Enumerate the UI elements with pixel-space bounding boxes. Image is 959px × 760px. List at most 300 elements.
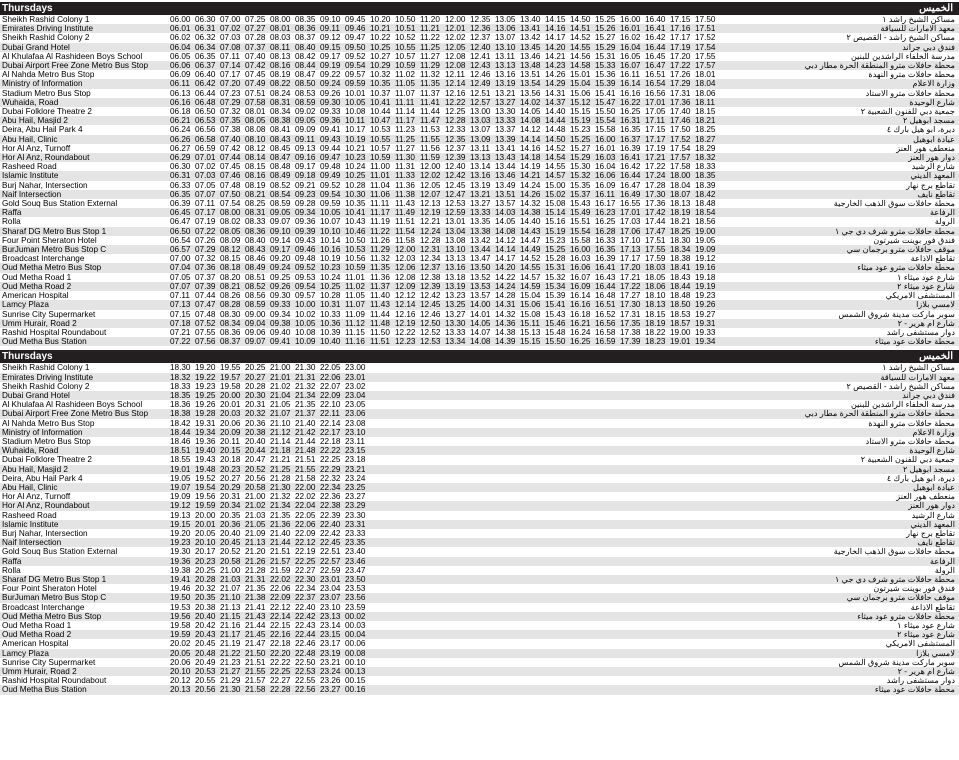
departure-time: 21.58 [295,473,316,483]
stop-name-arabic: محطة حافلات مترو الاستاد [865,436,955,446]
departure-time: 21.13 [220,602,241,612]
stop-name-arabic: محطة حافلات سوق الذهب الخارجية [833,199,955,209]
departure-time: 20.34 [220,501,245,510]
departure-time: 09.36 [320,116,345,125]
departure-time: 15.15 [520,337,545,346]
departure-time: 22.06 [320,373,345,382]
departure-time: 17.50 [695,15,716,24]
departure-time: 08.21 [220,282,245,291]
departure-time: 19.41 [170,575,195,584]
stop-name: Dubai Airport Free Zone Metro Bus Stop [0,61,170,70]
departure-time: 17.20 [670,51,691,61]
departure-time: 16.41 [645,24,670,33]
departure-time: 06.45 [170,208,195,217]
departure-time: 15.06 [520,300,545,309]
departure-time: 17.19 [670,43,695,52]
departure-time: 06.50 [170,227,195,236]
departure-time: 19.07 [170,483,195,492]
departure-time: 11.51 [395,217,415,227]
departure-time: 20.35 [195,593,220,602]
stop-name-arabic: دوار هور العنز [370,501,959,510]
departure-time: 12.52 [420,327,441,337]
departure-time: 08.47 [295,70,316,80]
departure-time: 22.42 [320,528,341,538]
stop-name: Burj Nahar, Intersection [2,180,88,190]
departure-time: 11.31 [395,162,415,172]
table-row [0,603,959,612]
departure-time: 20.47 [245,455,266,465]
departure-time: 12.22 [445,98,470,107]
departure-time: 23.02 [345,381,366,391]
departure-time: 12.19 [420,208,445,217]
departure-time: 21.27 [220,667,245,676]
departure-time: 07.07 [195,190,220,199]
departure-time: 08.35 [295,15,316,24]
departure-time: 16.01 [620,24,645,33]
departure-time: 22.25 [270,667,295,676]
departure-time: 19.59 [195,501,220,510]
stop-name-arabic: محطة حافلات سوق الذهب الخارجية [833,547,955,557]
departure-time: 13.11 [495,51,515,61]
departure-time: 15.14 [545,208,570,217]
departure-time: 19.01 [170,465,195,474]
departure-time: 12.47 [445,190,470,199]
departure-time: 07.02 [220,24,245,33]
departure-time: 10.10 [320,227,345,236]
departure-time: 10.41 [370,98,395,107]
departure-time: 06.18 [170,107,191,117]
stop-name: Four Point Sheraton Hotel [2,235,97,245]
departure-time: 15.30 [570,162,591,172]
departure-time: 06.56 [195,125,216,135]
departure-time: 13.13 [495,61,520,70]
departure-time: 20.12 [170,676,191,686]
table-row [0,43,959,52]
departure-time: 19.34 [695,337,720,346]
departure-time: 07.44 [195,291,216,301]
departure-time: 22.32 [320,473,341,483]
departure-time: 17.42 [645,208,670,217]
departure-time: 10.07 [320,217,341,227]
departure-time: 14.52 [520,254,541,264]
departure-time: 11.07 [345,300,370,309]
stop-name-arabic: مدرسة الخلفاء الراشدين للبنين [850,400,955,410]
departure-time: 18.30 [170,363,191,373]
departure-time: 23.10 [345,428,370,437]
departure-time: 23.06 [345,409,370,418]
departure-time: 23.47 [345,565,366,575]
departure-time: 14.28 [495,291,516,301]
departure-time: 16.35 [595,245,620,254]
departure-time: 17.36 [670,98,695,107]
departure-time: 08.31 [270,98,295,107]
stop-name-arabic: معهد الامارات للسياقة [720,24,959,33]
departure-time: 07.03 [220,33,241,43]
departure-time: 06.33 [170,180,191,190]
departure-time: 09.53 [295,272,316,282]
departure-time: 14.57 [520,272,541,282]
table-row [0,61,959,70]
departure-time: 16.06 [570,263,595,272]
departure-time: 13.08 [445,235,466,245]
departure-time: 22.27 [295,565,316,575]
departure-time: 11.36 [395,180,415,190]
departure-time: 20.27 [220,473,241,483]
stop-name-arabic: المستشفى الامريكي [885,291,955,301]
departure-time: 06.48 [195,98,220,107]
departure-time: 13.19 [470,180,491,190]
departure-time: 20.05 [195,528,216,538]
departure-time: 22.09 [270,593,295,602]
departure-time: 14.52 [570,33,591,43]
departure-time: 20.49 [195,657,216,667]
departure-time: 17.20 [620,263,645,272]
departure-time: 00.06 [345,639,366,649]
table-row [0,291,959,300]
table-row [0,658,959,667]
departure-time: 15.32 [570,171,595,180]
departure-time: 12.40 [445,162,466,172]
departure-time: 08.03 [270,33,291,43]
departure-time: 16.54 [645,79,670,88]
departure-time: 11.06 [370,190,395,199]
departure-time: 20.55 [195,676,216,686]
table-row [0,282,959,291]
departure-time: 12.09 [395,282,420,291]
departure-time: 06.05 [170,51,191,61]
departure-time: 12.51 [470,88,491,98]
departure-time: 09.36 [295,217,316,227]
departure-time: 19.57 [220,373,245,382]
departure-time: 18.07 [670,190,695,199]
departure-time: 11.21 [420,24,445,33]
departure-time: 15.28 [545,254,566,264]
departure-time: 16.47 [620,180,641,190]
departure-time: 11.32 [420,70,440,80]
departure-time: 09.34 [295,208,320,217]
departure-time: 08.46 [245,254,266,264]
departure-time: 10.51 [395,24,420,33]
departure-time: 23.30 [345,510,366,520]
departure-time: 06.26 [170,135,195,144]
departure-time: 07.22 [170,337,195,346]
departure-time: 14.36 [495,319,520,328]
departure-time: 20.29 [220,483,245,492]
departure-time: 11.53 [420,125,440,135]
table-row [0,153,959,162]
departure-time: 06.42 [195,79,220,88]
departure-time: 07.17 [220,70,241,80]
departure-time: 09.52 [295,263,320,272]
departure-time: 21.34 [270,501,295,510]
departure-time: 23.29 [345,501,370,510]
departure-time: 14.50 [545,135,570,144]
table-row [0,236,959,245]
stop-name: Oud Metha Road 2 [0,630,170,639]
departure-time: 12.14 [395,300,420,309]
departure-time: 21.18 [270,446,295,455]
departure-time: 08.05 [245,116,270,125]
departure-time: 11.00 [370,162,390,172]
departure-time: 16.07 [620,61,645,70]
departure-time: 07.49 [245,79,270,88]
departure-time: 20.02 [170,639,191,649]
departure-time: 08.36 [245,227,270,236]
departure-time: 18.39 [695,180,716,190]
departure-time: 19.26 [695,300,720,309]
departure-time: 20.23 [195,557,220,566]
departure-time: 13.41 [495,143,516,153]
departure-time: 21.30 [270,483,295,492]
departure-time: 07.42 [220,143,241,153]
table-row [0,676,959,685]
stop-name: Broadcast Interchange [2,602,85,612]
departure-time: 13.27 [495,98,520,107]
departure-time: 19.58 [220,381,241,391]
departure-time: 20.52 [245,465,270,474]
stop-name: Burj Nahar, Intersection [2,528,88,538]
departure-time: 14.31 [545,88,566,98]
departure-time: 06.16 [170,98,195,107]
departure-time: 09.18 [295,171,320,180]
departure-time: 08.43 [270,135,295,144]
departure-time: 09.16 [295,153,320,162]
departure-time: 13.40 [520,15,541,24]
stop-name: Abu Hail, Clinic [0,483,170,492]
departure-time: 13.38 [470,227,495,236]
stop-name-arabic: جمعية دبي للفنون الشعبية ٢ [860,107,955,117]
departure-time: 10.41 [345,208,370,217]
departure-time: 06.11 [170,79,195,88]
departure-time: 16.51 [595,300,620,309]
departure-time: 13.06 [495,24,520,33]
table-row [0,566,959,575]
departure-time: 07.11 [195,199,215,209]
stop-name: Emirates Driving Institute [0,24,170,33]
departure-time: 14.55 [570,43,595,52]
departure-time: 14.07 [470,327,491,337]
departure-time: 08.59 [245,300,270,309]
departure-time: 08.14 [245,153,270,162]
departure-time: 15.54 [595,116,620,125]
stop-name-arabic: دوار هور العنز [720,153,959,162]
departure-time: 07.00 [220,15,241,24]
departure-time: 19.58 [170,621,191,630]
departure-time: 21.44 [295,436,316,446]
departure-time: 21.00 [245,492,266,502]
departure-time: 14.31 [495,300,520,309]
table-row [0,15,959,24]
departure-time: 20.48 [195,649,220,658]
departure-time: 09.30 [270,291,291,301]
departure-time: 09.02 [295,107,316,117]
stop-name-arabic: محطة حافلات مترو المنطقة الحرة مطار دبي [720,61,959,70]
departure-time: 13.49 [495,180,516,190]
departure-time: 18.21 [695,116,720,125]
departure-time: 14.02 [520,98,545,107]
departure-time: 16.14 [620,79,645,88]
departure-time: 15.36 [595,70,616,80]
departure-time: 23.50 [345,575,370,584]
stop-name: Raffa [0,557,170,566]
departure-time: 08.42 [295,51,316,61]
table-row [0,437,959,446]
departure-time: 09.45 [345,15,366,24]
departure-time: 21.29 [220,676,241,686]
departure-time: 16.17 [595,199,616,209]
departure-time: 07.48 [220,180,241,190]
departure-time: 15.58 [570,235,591,245]
departure-time: 22.57 [320,557,345,566]
departure-time: 15.43 [545,309,566,319]
departure-time: 11.41 [420,98,445,107]
departure-time: 11.43 [370,300,395,309]
stop-name-arabic: لامسي بلازا [720,300,959,309]
departure-time: 11.58 [395,235,415,245]
departure-time: 15.35 [570,180,591,190]
departure-time: 16.55 [620,199,641,209]
departure-time: 12.57 [470,98,495,107]
departure-time: 08.15 [245,162,266,172]
departure-time: 20.36 [220,520,245,529]
departure-time: 11.33 [395,171,420,180]
departure-time: 19.18 [695,272,716,282]
departure-time: 13.04 [445,227,470,236]
departure-time: 14.08 [495,227,520,236]
departure-time: 00.16 [345,685,370,694]
departure-time: 10.50 [395,15,416,24]
departure-time: 16.07 [570,272,591,282]
departure-time: 15.26 [595,24,620,33]
departure-time: 09.06 [245,327,266,337]
departure-time: 09.17 [295,162,316,172]
departure-time: 12.35 [470,15,491,24]
departure-time: 14.44 [545,116,570,125]
departure-time: 17.57 [670,153,695,162]
departure-time: 22.34 [295,584,316,594]
departure-time: 10.20 [370,15,391,24]
departure-time: 18.25 [695,125,716,135]
departure-time: 06.29 [170,153,195,162]
departure-time: 18.44 [670,282,695,291]
departure-time: 22.44 [295,630,320,639]
departure-time: 17.52 [670,135,695,144]
departure-time: 08.12 [220,245,245,254]
departure-time: 09.11 [295,135,320,144]
departure-time: 10.23 [345,153,370,162]
departure-time: 08.22 [270,79,295,88]
departure-time: 22.36 [320,492,341,502]
departure-time: 23.56 [345,593,370,602]
departure-time: 17.11 [645,116,670,125]
stop-name: Umm Hurair, Road 2 [0,319,170,328]
departure-time: 16.40 [645,15,666,24]
departure-time: 10.39 [320,327,341,337]
departure-time: 11.43 [395,199,415,209]
departure-time: 23.01 [320,575,345,584]
departure-time: 15.23 [545,235,566,245]
stop-name-arabic: محطة حافلات مترو المنطقة الحرة مطار دبي [370,409,959,418]
departure-time: 07.11 [220,51,240,61]
departure-time: 06.30 [170,162,191,172]
departure-time: 06.58 [195,135,220,144]
section-1-title-en: Thursdays [2,3,53,14]
section-2-header [0,350,959,363]
departure-time: 16.41 [595,263,620,272]
departure-time: 12.37 [445,143,466,153]
departure-time: 19.23 [695,291,716,301]
departure-time: 20.31 [245,400,266,410]
departure-time: 14.55 [520,263,545,272]
departure-time: 06.35 [170,190,195,199]
departure-time: 17.22 [645,162,666,172]
departure-time: 19.38 [170,565,191,575]
departure-time: 20.45 [195,639,216,649]
departure-time: 11.56 [420,143,440,153]
departure-time: 13.07 [495,33,516,43]
departure-time: 11.37 [420,88,440,98]
departure-time: 18.56 [695,217,716,227]
departure-time: 11.14 [395,107,415,117]
departure-time: 07.04 [170,263,195,272]
table-row [0,584,959,593]
departure-time: 00.02 [345,612,370,621]
departure-time: 06.31 [170,171,195,180]
departure-time: 11.37 [370,282,395,291]
departure-time: 12.02 [420,171,445,180]
departure-time: 11.09 [345,309,365,319]
departure-time: 09.10 [320,15,341,24]
departure-time: 16.21 [570,319,595,328]
stop-name: Broadcast Interchange [2,254,85,264]
departure-time: 06.40 [195,70,216,80]
departure-time: 19.19 [695,282,720,291]
departure-time: 13.30 [445,319,470,328]
departure-time: 20.40 [195,612,220,621]
departure-time: 22.02 [270,575,295,584]
departure-time: 12.16 [445,88,466,98]
stop-name: Dubai Airport Free Zone Metro Bus Stop [0,409,170,418]
departure-time: 10.14 [320,235,341,245]
stop-name-arabic: شارع عود ميثاء ٢ [720,282,959,291]
departure-time: 18.29 [695,143,716,153]
stop-name: Four Point Sheraton Hotel [2,584,97,594]
table-row [0,419,959,428]
departure-time: 18.34 [670,245,695,254]
departure-time: 08.00 [220,208,245,217]
departure-time: 19.09 [170,492,191,502]
table-row [0,116,959,125]
departure-time: 12.00 [445,15,466,24]
departure-time: 08.26 [220,291,241,301]
departure-time: 08.11 [270,43,295,52]
departure-time: 09.19 [320,61,345,70]
departure-time: 18.30 [670,235,691,245]
departure-time: 10.47 [370,116,395,125]
departure-time: 21.05 [245,520,270,529]
departure-time: 22.10 [320,400,341,410]
departure-time: 22.39 [320,510,341,520]
departure-time: 18.15 [695,107,716,117]
departure-time: 13.18 [445,272,466,282]
departure-time: 16.04 [595,162,616,172]
departure-time: 08.18 [220,263,245,272]
departure-time: 09.40 [270,327,291,337]
departure-time: 21.32 [295,381,316,391]
departure-time: 08.54 [270,190,295,199]
departure-time: 14.17 [545,33,566,43]
departure-time: 19.50 [170,593,195,602]
